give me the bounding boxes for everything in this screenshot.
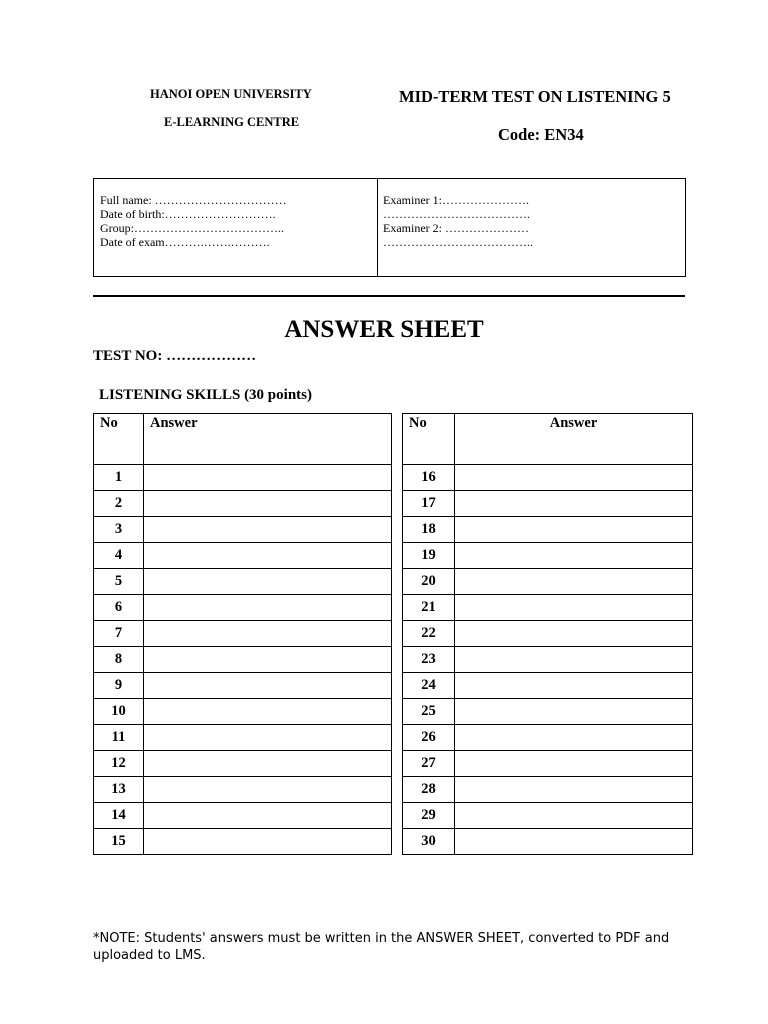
question-number: 7 (94, 621, 144, 647)
question-number: 18 (403, 517, 455, 543)
answer-cell[interactable] (144, 699, 392, 725)
question-number: 23 (403, 647, 455, 673)
column-header-answer: Answer (455, 414, 693, 465)
column-header-no: No (94, 414, 144, 465)
examiner2-line[interactable]: ……………………………….. (383, 235, 533, 249)
table-header-row (403, 414, 693, 465)
question-number: 1 (94, 465, 144, 491)
examiner1-line[interactable]: ………………………………. (383, 207, 530, 221)
question-number: 19 (403, 543, 455, 569)
table-row (403, 647, 693, 673)
answer-cell[interactable] (455, 803, 693, 829)
note-text: *NOTE: Students' answers must be written in the ANSWER SHEET, converted to PDF and uploaded to LMS. (93, 931, 670, 963)
question-number: 13 (94, 777, 144, 803)
table-row (403, 803, 693, 829)
table-row (403, 621, 693, 647)
horizontal-rule (93, 295, 685, 297)
table-row (94, 777, 392, 803)
table-row (94, 725, 392, 751)
question-number: 27 (403, 751, 455, 777)
table-row (94, 491, 392, 517)
question-number: 29 (403, 803, 455, 829)
table-row (94, 595, 392, 621)
candidate-info-box (93, 178, 686, 277)
answer-cell[interactable] (455, 699, 693, 725)
question-number: 22 (403, 621, 455, 647)
question-number: 2 (94, 491, 144, 517)
table-row (94, 829, 392, 855)
question-number: 4 (94, 543, 144, 569)
answer-cell[interactable] (455, 647, 693, 673)
question-number: 26 (403, 725, 455, 751)
table-row (94, 543, 392, 569)
answer-cell[interactable] (144, 803, 392, 829)
answer-cell[interactable] (144, 517, 392, 543)
table-row (94, 751, 392, 777)
question-number: 14 (94, 803, 144, 829)
answer-cell[interactable] (144, 751, 392, 777)
answer-cell[interactable] (455, 569, 693, 595)
question-number: 11 (94, 725, 144, 751)
table-row (403, 569, 693, 595)
date-of-birth-field[interactable]: Date of birth:………………………. (100, 207, 276, 221)
question-number: 10 (94, 699, 144, 725)
answer-table-left (93, 413, 392, 855)
table-row (94, 621, 392, 647)
examiner2-field[interactable]: Examiner 2: ………………… (383, 221, 529, 235)
answer-cell[interactable] (144, 829, 392, 855)
table-row (403, 751, 693, 777)
table-row (403, 543, 693, 569)
table-row (94, 673, 392, 699)
table-row (94, 647, 392, 673)
examiner-info (383, 193, 533, 249)
section-title: LISTENING SKILLS (30 points) (99, 387, 312, 403)
table-row (403, 465, 693, 491)
question-number: 21 (403, 595, 455, 621)
question-number: 20 (403, 569, 455, 595)
column-header-no: No (403, 414, 455, 465)
question-number: 12 (94, 751, 144, 777)
examiner1-field[interactable]: Examiner 1:…………………. (383, 193, 529, 207)
table-row (403, 673, 693, 699)
answer-cell[interactable] (144, 595, 392, 621)
centre-name: E-LEARNING CENTRE (164, 115, 300, 129)
answer-cell[interactable] (455, 491, 693, 517)
question-number: 25 (403, 699, 455, 725)
answer-cell[interactable] (455, 465, 693, 491)
table-row (94, 465, 392, 491)
table-row (403, 829, 693, 855)
table-row (403, 699, 693, 725)
table-row (94, 699, 392, 725)
answer-cell[interactable] (455, 751, 693, 777)
table-row (403, 491, 693, 517)
table-row (403, 517, 693, 543)
table-row (94, 803, 392, 829)
answer-cell[interactable] (144, 621, 392, 647)
question-number: 8 (94, 647, 144, 673)
answer-sheet-title: ANSWER SHEET (284, 316, 484, 343)
answer-cell[interactable] (455, 673, 693, 699)
question-number: 28 (403, 777, 455, 803)
answer-cell[interactable] (144, 725, 392, 751)
answer-cell[interactable] (144, 543, 392, 569)
question-number: 24 (403, 673, 455, 699)
question-number: 30 (403, 829, 455, 855)
answer-table-right (402, 413, 693, 855)
question-number: 3 (94, 517, 144, 543)
question-number: 15 (94, 829, 144, 855)
test-number[interactable]: TEST NO: ……………… (93, 348, 257, 364)
test-code: Code: EN34 (498, 125, 584, 144)
column-header-answer: Answer (144, 414, 392, 465)
table-row (94, 517, 392, 543)
question-number: 9 (94, 673, 144, 699)
answer-cell[interactable] (455, 595, 693, 621)
table-row (403, 777, 693, 803)
question-number: 5 (94, 569, 144, 595)
table-row (403, 595, 693, 621)
full-name-field[interactable]: Full name: …………………………… (100, 193, 287, 207)
info-divider (377, 179, 378, 276)
answer-table-left-body (94, 414, 392, 855)
answer-cell[interactable] (455, 621, 693, 647)
university-name: HANOI OPEN UNIVERSITY (150, 87, 312, 101)
answer-cell[interactable] (455, 543, 693, 569)
answer-cell[interactable] (144, 491, 392, 517)
candidate-info (100, 193, 287, 249)
question-number: 17 (403, 491, 455, 517)
date-of-exam-field[interactable]: Date of exam……….…….………. (100, 235, 270, 249)
answer-cell[interactable] (144, 673, 392, 699)
group-field[interactable]: Group:……………………………….. (100, 221, 284, 235)
table-row (94, 569, 392, 595)
question-number: 6 (94, 595, 144, 621)
answer-cell[interactable] (455, 777, 693, 803)
answer-cell[interactable] (144, 465, 392, 491)
answer-cell[interactable] (455, 517, 693, 543)
answer-table-right-body (403, 414, 693, 855)
answer-cell[interactable] (455, 725, 693, 751)
table-header-row (94, 414, 392, 465)
answer-cell[interactable] (455, 829, 693, 855)
question-number: 16 (403, 465, 455, 491)
answer-cell[interactable] (144, 569, 392, 595)
answer-cell[interactable] (144, 777, 392, 803)
table-row (403, 725, 693, 751)
test-title: MID-TERM TEST ON LISTENING 5 (399, 87, 671, 106)
answer-cell[interactable] (144, 647, 392, 673)
